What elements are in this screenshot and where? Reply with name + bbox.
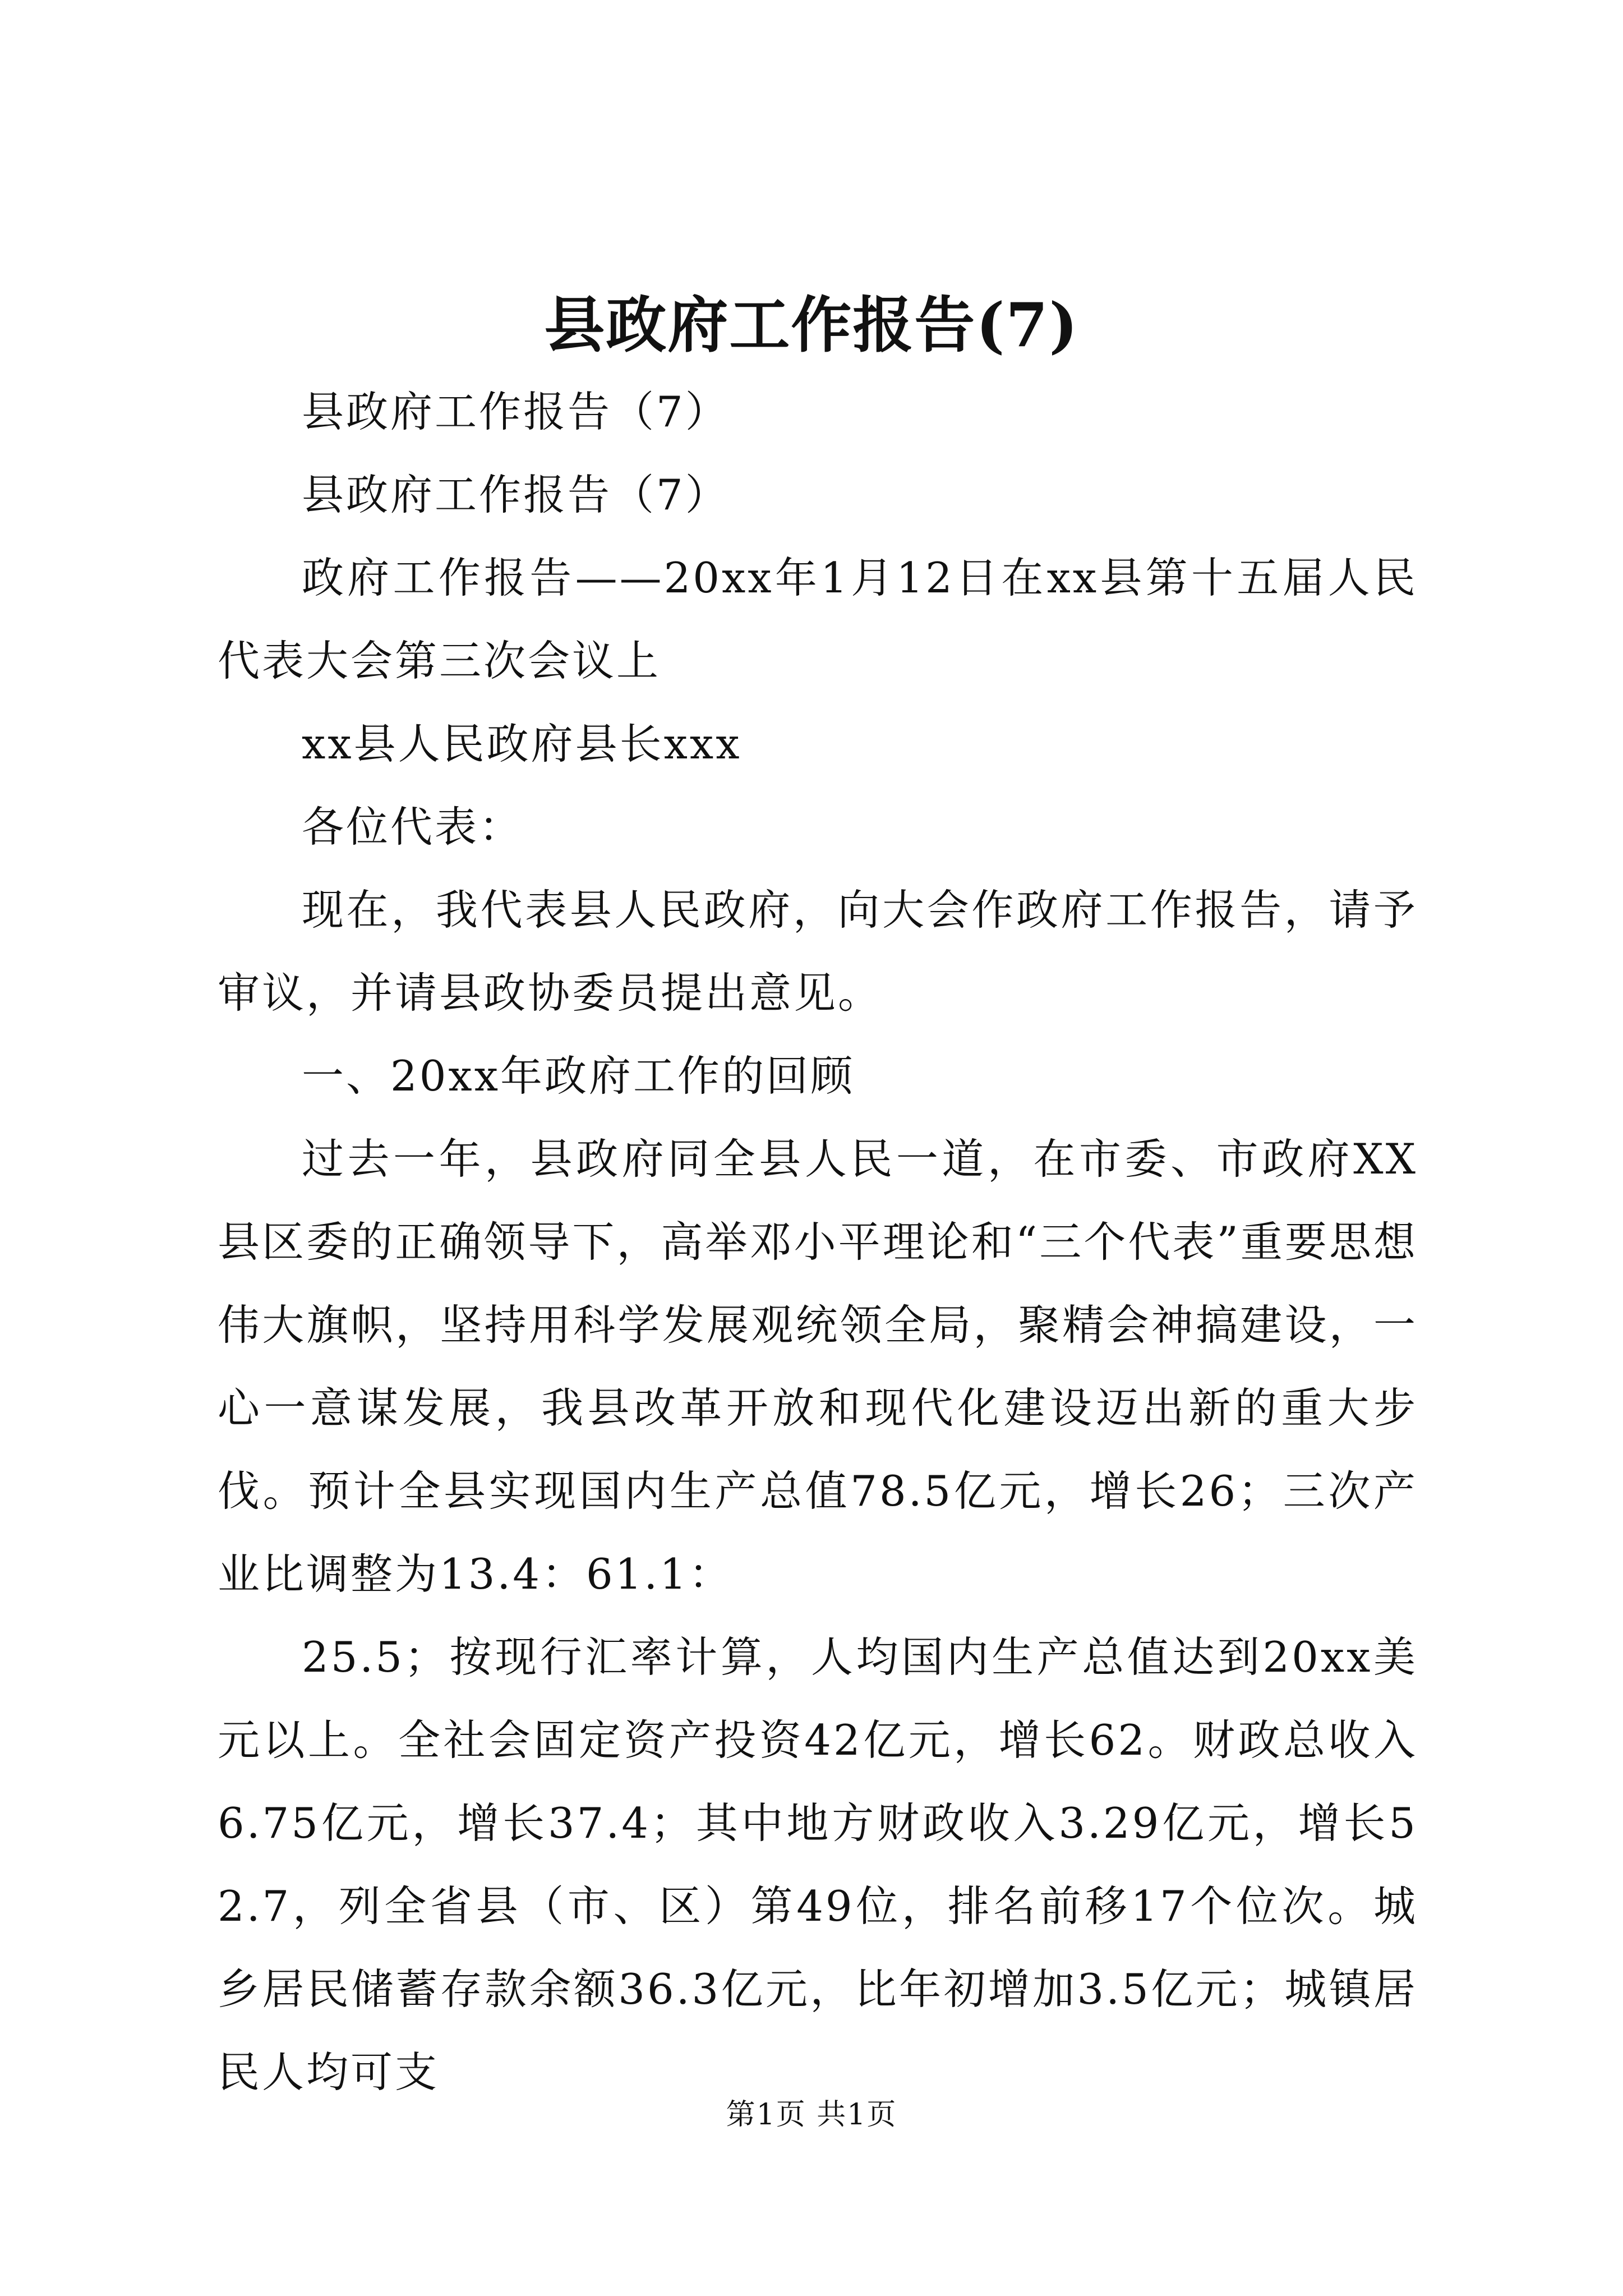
section-heading: 一、20xx年政府工作的回顾: [302, 1051, 855, 1101]
document-body: [218, 370, 1418, 2114]
page-number-footer: 第1页 共1页: [726, 2098, 897, 2132]
paragraph-statistics: 25.5；按现行汇率计算，人均国内生产总值达到20xx美元以上。全社会固定资产投资42亿元，增长62。财政总收入6.75亿元，增长37.4；其中地方财政收入3.29亿元，增长52.7，列全省县（市、区）第49位，排名前移17个位次。城乡居民储蓄存款余额36.3亿元，比年初增加3.5亿元；城镇居民人均可支: [218, 1632, 1418, 2097]
paragraph-subtitle-2: 县政府工作报告（7）: [302, 470, 730, 519]
paragraph-opening: 现在，我代表县人民政府，向大会作政府工作报告，请予审议，并请县政协委员提出意见。: [218, 885, 1418, 1018]
paragraph-speaker: xx县人民政府县长xxx: [302, 719, 742, 769]
paragraph-review: 过去一年，县政府同全县人民一道，在市委、市政府XX县区委的正确领导下，高举邓小平理论和“三个代表”重要思想伟大旗帜，坚持用科学发展观统领全局，聚精会神搞建设，一心一意谋发展，我县改革开放和现代化建设迈出新的重大步伐。预计全县实现国内生产总值78.5亿元，增长26；三次产业比调整为13.4：61.1：: [218, 1134, 1418, 1599]
paragraph-subtitle-1: 县政府工作报告（7）: [302, 387, 730, 436]
paragraph-salutation: 各位代表：: [302, 802, 524, 852]
paragraph-occasion: 政府工作报告——20xx年1月12日在xx县第十五届人民代表大会第三次会议上: [218, 553, 1418, 685]
document-title: 县政府工作报告(7): [544, 290, 1079, 361]
